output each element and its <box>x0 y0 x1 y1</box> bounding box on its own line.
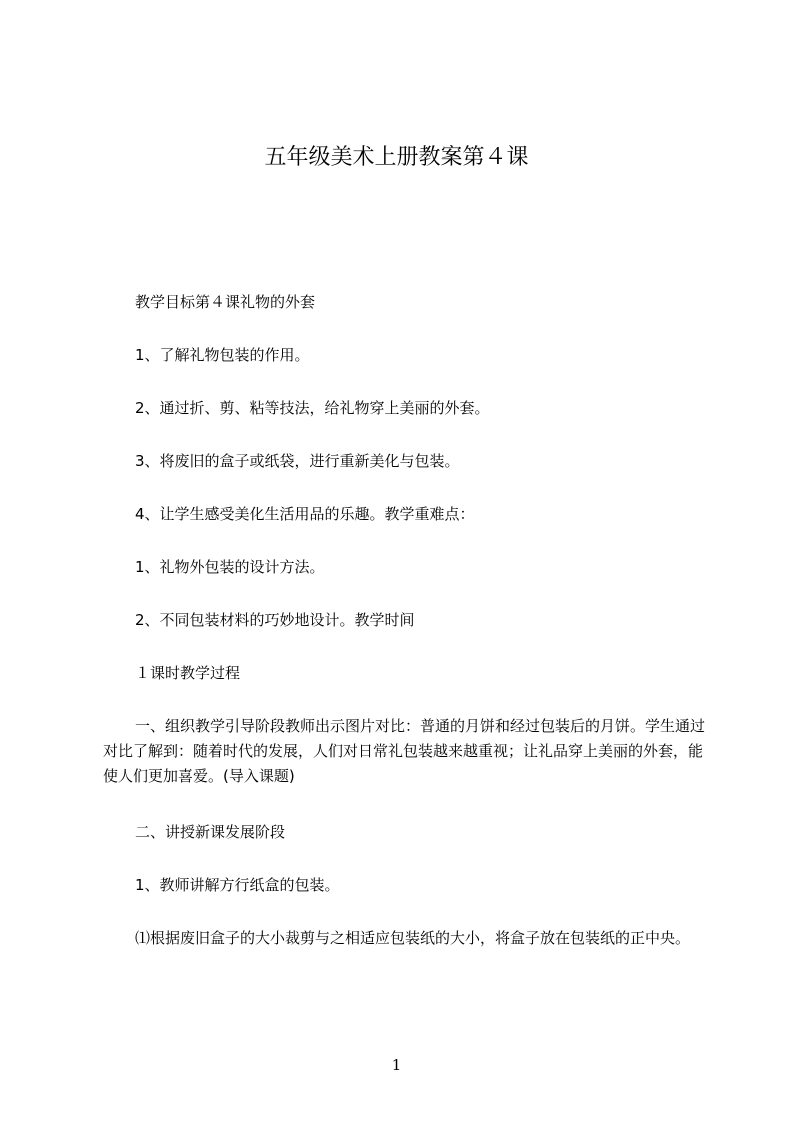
document-title: 五年级美术上册教案第４课 <box>264 145 529 170</box>
paragraph-goal-4: 4、让学生感受美化生活用品的乐趣。教学重难点： <box>135 505 475 523</box>
paragraph-step-1: 1、教师讲解方行纸盒的包装。 <box>135 876 340 894</box>
paragraph-key-point-2: 2、不同包装材料的巧妙地设计。教学时间 <box>135 611 415 629</box>
paragraph-lesson-time: １课时教学过程 <box>135 664 241 682</box>
paragraph-teaching-goal: 教学目标第４课礼物的外套 <box>135 293 316 311</box>
paragraph-goal-2: 2、通过折、剪、粘等技法，给礼物穿上美丽的外套。 <box>135 399 490 417</box>
paragraph-section-two: 二、讲授新课发展阶段 <box>135 823 286 841</box>
page-number: 1 <box>391 1056 402 1074</box>
paragraph-goal-3: 3、将废旧的盒子或纸袋，进行重新美化与包装。 <box>135 452 460 470</box>
paragraph-section-one: 一、组织教学引导阶段教师出示图片对比：普通的月饼和经过包装后的月饼。学生通过对比了解到：随着时代的发展，人们对日常礼包装越来越重视；让礼品穿上美丽的外套，能使人们更加喜爱。(导入课题) <box>103 717 706 785</box>
paragraph-key-point-1: 1、礼物外包装的设计方法。 <box>135 558 325 576</box>
paragraph-step-1-sub-1: ⑴根据废旧盒子的大小裁剪与之相适应包装纸的大小，将盒子放在包装纸的正中央。 <box>135 929 691 947</box>
paragraph-goal-1: 1、了解礼物包装的作用。 <box>135 346 310 364</box>
